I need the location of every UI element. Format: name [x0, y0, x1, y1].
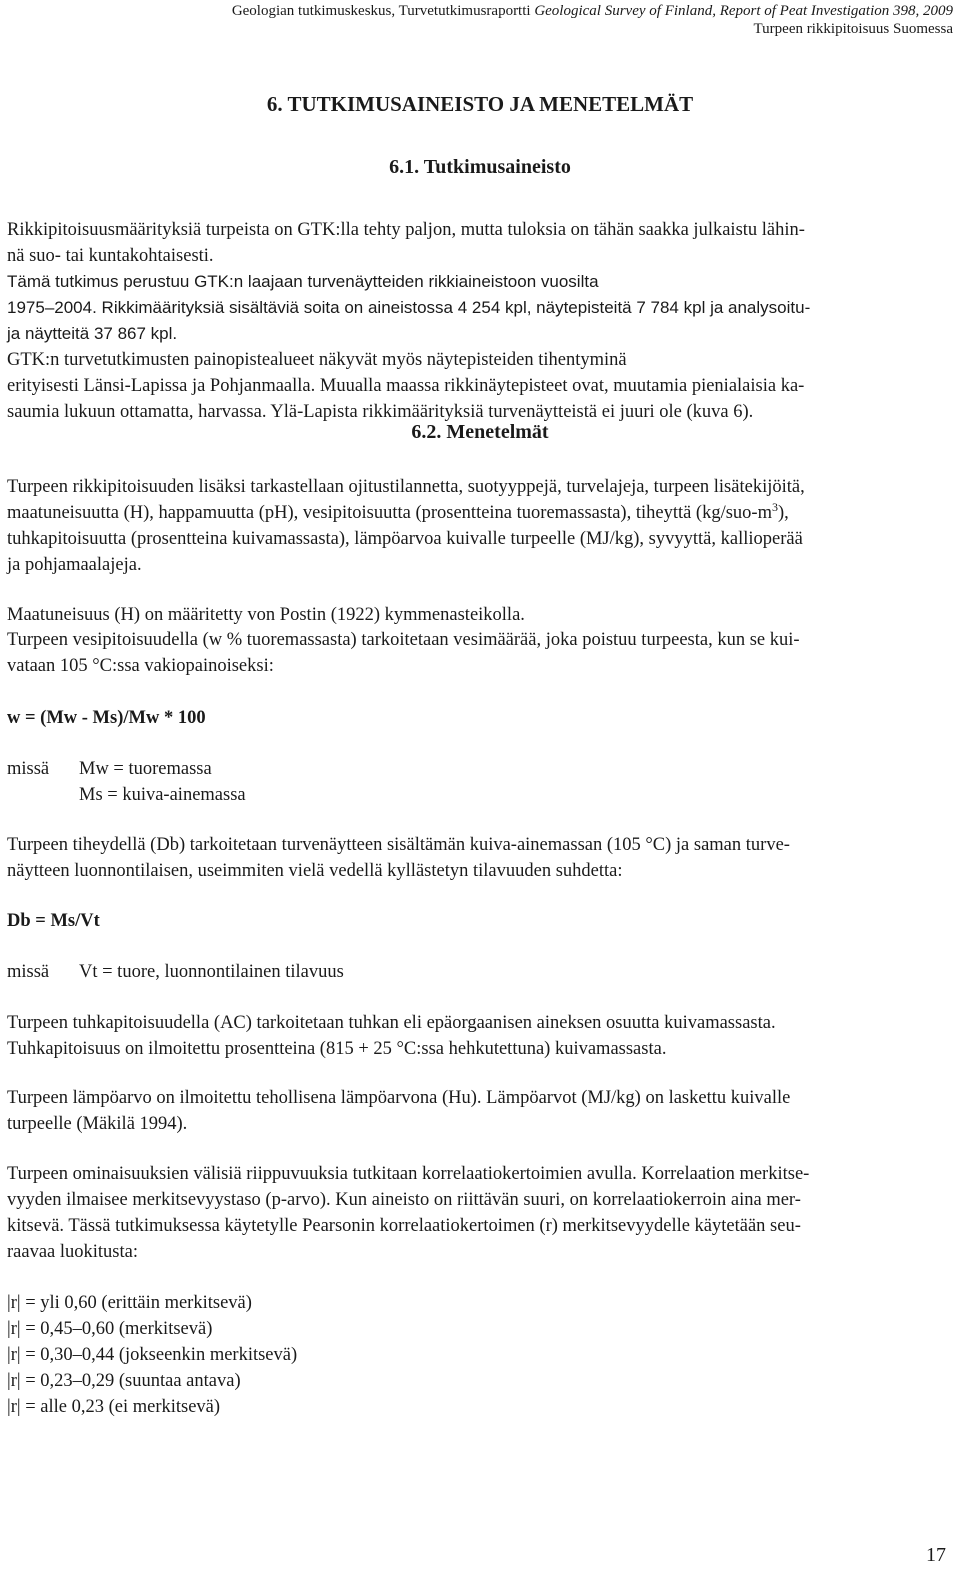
- list-item: |r| = yli 0,60 (erittäin merkitsevä): [7, 1293, 252, 1313]
- paragraph-line: Turpeen tiheydellä (Db) tarkoitetaan turvenäytteen sisältämän kuiva-ainemassan (105 °C) ja saman turve-: [7, 835, 790, 855]
- section-heading-6-2: 6.2. Menetelmät: [411, 421, 549, 443]
- section1-paragraph: [7, 217, 954, 425]
- paragraph-line: saumia lukuun ottamatta, harvassa. Ylä-Lapista rikkimäärityksiä turvenäytteistä ei juuri ole (kuva 6).: [7, 402, 754, 422]
- definition-mw: missä Mw = tuoremassa: [7, 759, 212, 779]
- paragraph-line: raavaa luokitusta:: [7, 1242, 138, 1262]
- paragraph-line: GTK:n turvetutkimusten painopistealueet näkyvät myös näytepisteiden tihentyminä: [7, 350, 627, 370]
- list-item: |r| = 0,23–0,29 (suuntaa antava): [7, 1371, 241, 1391]
- paragraph-line: vyyden ilmaisee merkitsevyystaso (p-arvo). Kun aineisto on riittävän suuri, on korrelaatiokerroin aina mer-: [7, 1190, 801, 1210]
- paragraph-line: Tämä tutkimus perustuu GTK:n laajaan turvenäytteiden rikkiaineistoon vuosilta: [7, 272, 599, 291]
- list-item: |r| = 0,45–0,60 (merkitsevä): [7, 1319, 213, 1339]
- paragraph-line: vataan 105 °C:ssa vakiopainoiseksi:: [7, 656, 274, 676]
- running-header-title: Turpeen rikkipitoisuus Suomessa: [753, 21, 953, 37]
- paragraph-line: ja näytteitä 37 867 kpl.: [7, 324, 178, 343]
- methods-paragraph: [7, 474, 954, 578]
- running-header: [232, 1, 953, 21]
- header-series: Geological Survey of Finland, Report of Peat Investigation 398, 2009: [534, 3, 953, 19]
- definition-vt: missä Vt = tuore, luonnontilainen tilavuus: [7, 962, 344, 982]
- density-paragraph: [7, 832, 954, 884]
- paragraph-line: nä suo- tai kuntakohtaisesti.: [7, 246, 214, 266]
- paragraph-line: kitsevä. Tässä tutkimuksessa käytetylle Pearsonin korrelaatiokertoimen (r) merkitsevyydelle käytetään seu-: [7, 1216, 801, 1236]
- list-item: |r| = 0,30–0,44 (jokseenkin merkitsevä): [7, 1345, 298, 1365]
- paragraph-line: Turpeen rikkipitoisuuden lisäksi tarkastellaan ojitustilannetta, suotyyppejä, turvelajeja, turpeen lisätekijöitä,: [7, 477, 805, 497]
- paragraph-line: erityisesti Länsi-Lapissa ja Pohjanmaalla. Muualla maassa rikkinäytepisteet ovat, muutamia pienialaisia ka-: [7, 376, 805, 396]
- correlation-paragraph: [7, 1161, 954, 1265]
- header-publisher: Geologian tutkimuskeskus, Turvetutkimusraportti: [231, 3, 535, 19]
- paragraph-line: turpeelle (Mäkilä 1994).: [7, 1114, 188, 1134]
- paragraph-line: 1975–2004. Rikkimäärityksiä sisältäviä soita on aineistossa 4 254 kpl, näytepisteitä 7 784 kpl ja analysoitu-: [7, 298, 811, 317]
- section-heading-6-1: 6.1. Tutkimusaineisto: [389, 156, 571, 178]
- paragraph-line: maatuneisuutta (H), happamuutta (pH), vesipitoisuutta (prosentteina tuoremassasta), tiheyttä $(kg/suo-m^3)$,: [7, 500, 789, 523]
- paragraph-line: Turpeen ominaisuuksien välisiä riippuvuuksia tutkitaan korrelaatiokertoimien avulla. Korrelaation merkitse-: [7, 1164, 810, 1184]
- paragraph-line: Turpeen tuhkapitoisuudella (AC) tarkoitetaan tuhkan eli epäorgaanisen aineksen osuutta kuivamassasta.: [7, 1013, 776, 1033]
- formula-water-content: w = (Mw - Ms)/Mw * 100: [7, 708, 206, 728]
- list-item: |r| = alle 0,23 (ei merkitsevä): [7, 1397, 221, 1417]
- paragraph-line: Turpeen vesipitoisuudella (w % tuoremassasta) tarkoitetaan vesimäärää, joka poistuu turpeesta, kun se kui-: [7, 630, 800, 650]
- formula-density: Db = Ms/Vt: [7, 911, 100, 931]
- paragraph-line: tuhkapitoisuutta (prosentteina kuivamassasta), lämpöarvoa kuivalle turpeelle (MJ/kg), syvyyttä, kallioperää: [7, 529, 803, 549]
- paragraph-line: näytteen luonnontilaisen, useimmiten vielä vedellä kyllästetyn tilavuuden suhdetta:: [7, 861, 623, 881]
- paragraph-line: Tuhkapitoisuus on ilmoitettu prosentteina (815 + 25 °C:ssa hehkutettuna) kuivamassasta.: [7, 1039, 667, 1059]
- water-content-paragraph: [7, 627, 954, 679]
- significance-classification-list: [7, 1290, 954, 1420]
- definition-ms: Ms = kuiva-ainemassa: [79, 785, 246, 805]
- paragraph-line: Rikkipitoisuusmäärityksiä turpeista on GTK:lla tehty paljon, mutta tuloksia on tähän saakka julkaistu lähin-: [7, 220, 805, 240]
- heating-value-paragraph: [7, 1085, 954, 1137]
- ash-paragraph: [7, 1010, 954, 1062]
- humification-note: Maatuneisuus (H) on määritetty von Postin (1922) kymmenasteikolla.: [7, 605, 525, 625]
- paragraph-line: Turpeen lämpöarvo on ilmoitettu tehollisena lämpöarvona (Hu). Lämpöarvot (MJ/kg) on laskettu kuivalle: [7, 1088, 791, 1108]
- paragraph-line: ja pohjamaalajeja.: [7, 555, 142, 575]
- chapter-heading: 6. TUTKIMUSAINEISTO JA MENETELMÄT: [266, 92, 694, 116]
- page-number: 17: [926, 1544, 946, 1566]
